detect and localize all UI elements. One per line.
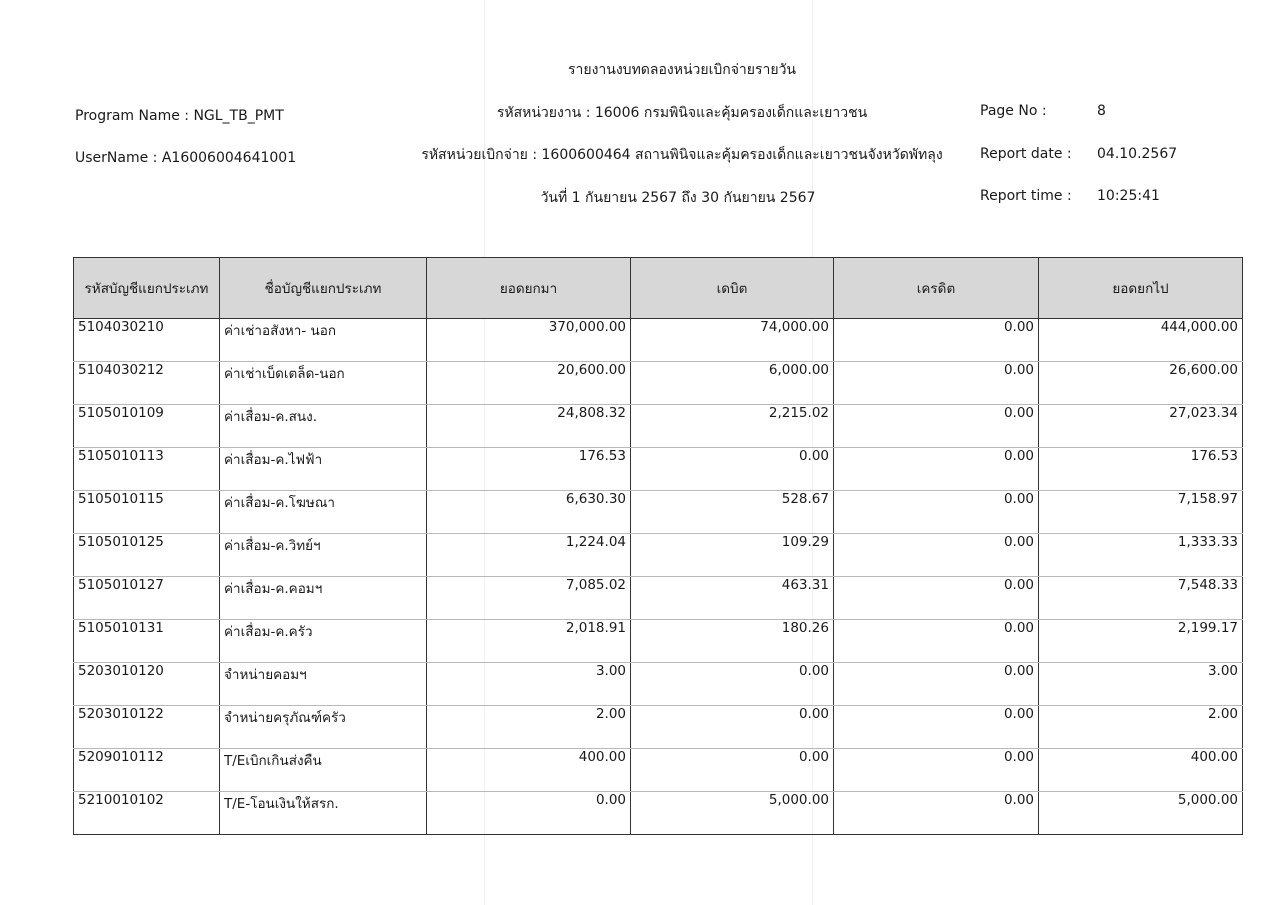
account-code-cell: 5104030210 [74, 319, 220, 362]
debit-cell: 0.00 [631, 448, 834, 491]
brought-forward-cell: 2.00 [427, 706, 631, 749]
brought-forward-cell: 176.53 [427, 448, 631, 491]
account-code-cell: 5105010131 [74, 620, 220, 663]
report-time-label: Report time : [980, 188, 1072, 204]
brought-forward-cell: 24,808.32 [427, 405, 631, 448]
credit-cell: 0.00 [834, 620, 1039, 663]
account-code-cell: 5105010125 [74, 534, 220, 577]
credit-cell: 0.00 [834, 577, 1039, 620]
col-header-account-name: ชื่อบัญชีแยกประเภท [220, 258, 427, 319]
account-code-cell: 5209010112 [74, 749, 220, 792]
carried-forward-cell: 400.00 [1039, 749, 1243, 792]
account-name-cell: ค่าเสื่อม-ค.วิทย์ฯ [220, 534, 427, 577]
credit-cell: 0.00 [834, 319, 1039, 362]
carried-forward-cell: 444,000.00 [1039, 319, 1243, 362]
debit-cell: 2,215.02 [631, 405, 834, 448]
brought-forward-cell: 370,000.00 [427, 319, 631, 362]
debit-cell: 6,000.00 [631, 362, 834, 405]
account-code-cell: 5203010120 [74, 663, 220, 706]
col-header-debit: เดบิต [631, 258, 834, 319]
carried-forward-cell: 26,600.00 [1039, 362, 1243, 405]
brought-forward-cell: 3.00 [427, 663, 631, 706]
account-name-cell: จำหน่ายครุภัณฑ์ครัว [220, 706, 427, 749]
report-title: รายงานงบทดลองหน่วยเบิกจ่ายรายวัน [567, 62, 797, 78]
carried-forward-cell: 27,023.34 [1039, 405, 1243, 448]
credit-cell: 0.00 [834, 792, 1039, 835]
table-body [74, 319, 1243, 835]
carried-forward-cell: 5,000.00 [1039, 792, 1243, 835]
account-code-cell: 5105010115 [74, 491, 220, 534]
debit-cell: 0.00 [631, 706, 834, 749]
carried-forward-cell: 1,333.33 [1039, 534, 1243, 577]
debit-cell: 0.00 [631, 749, 834, 792]
report-time-value: 10:25:41 [1097, 188, 1160, 204]
col-header-credit: เครดิต [834, 258, 1039, 319]
disbursement-unit-line: รหัสหน่วยเบิกจ่าย : 1600600464 สถานพินิจและคุ้มครองเด็กและเยาวชนจังหวัดพัทลุง [421, 147, 943, 163]
table-row [74, 534, 1243, 577]
agency-line: รหัสหน่วยงาน : 16006 กรมพินิจและคุ้มครองเด็กและเยาวชน [496, 105, 868, 121]
table-row [74, 792, 1243, 835]
brought-forward-cell: 400.00 [427, 749, 631, 792]
account-code-cell: 5210010102 [74, 792, 220, 835]
debit-cell: 109.29 [631, 534, 834, 577]
carried-forward-cell: 7,548.33 [1039, 577, 1243, 620]
page-no-value: 8 [1097, 103, 1106, 119]
carried-forward-cell: 2.00 [1039, 706, 1243, 749]
debit-cell: 74,000.00 [631, 319, 834, 362]
account-name-cell: ค่าเช่าเบ็ดเตล็ด-นอก [220, 362, 427, 405]
col-header-brought-forward: ยอดยกมา [427, 258, 631, 319]
col-header-account-code: รหัสบัญชีแยกประเภท [74, 258, 220, 319]
table-row [74, 362, 1243, 405]
account-code-cell: 5104030212 [74, 362, 220, 405]
report-date-label: Report date : [980, 146, 1072, 162]
table-row [74, 405, 1243, 448]
credit-cell: 0.00 [834, 534, 1039, 577]
page-no-label: Page No : [980, 103, 1047, 119]
account-code-cell: 5203010122 [74, 706, 220, 749]
account-name-cell: จำหน่ายคอมฯ [220, 663, 427, 706]
table-row [74, 663, 1243, 706]
program-name: Program Name : NGL_TB_PMT [75, 108, 284, 124]
account-code-cell: 5105010127 [74, 577, 220, 620]
report-date-value: 04.10.2567 [1097, 146, 1178, 162]
brought-forward-cell: 1,224.04 [427, 534, 631, 577]
report-period: วันที่ 1 กันยายน 2567 ถึง 30 กันยายน 2567 [540, 190, 816, 206]
account-name-cell: ค่าเสื่อม-ค.ครัว [220, 620, 427, 663]
debit-cell: 5,000.00 [631, 792, 834, 835]
carried-forward-cell: 2,199.17 [1039, 620, 1243, 663]
debit-cell: 0.00 [631, 663, 834, 706]
account-name-cell: T/Eเบิกเกินส่งคืน [220, 749, 427, 792]
table-header-row [74, 258, 1243, 319]
credit-cell: 0.00 [834, 706, 1039, 749]
brought-forward-cell: 6,630.30 [427, 491, 631, 534]
debit-cell: 528.67 [631, 491, 834, 534]
user-name: UserName : A16006004641001 [75, 150, 297, 166]
carried-forward-cell: 7,158.97 [1039, 491, 1243, 534]
credit-cell: 0.00 [834, 663, 1039, 706]
brought-forward-cell: 0.00 [427, 792, 631, 835]
account-name-cell: ค่าเสื่อม-ค.โฆษณา [220, 491, 427, 534]
table-row [74, 749, 1243, 792]
brought-forward-cell: 7,085.02 [427, 577, 631, 620]
carried-forward-cell: 3.00 [1039, 663, 1243, 706]
account-name-cell: T/E-โอนเงินให้สรก. [220, 792, 427, 835]
account-code-cell: 5105010109 [74, 405, 220, 448]
trial-balance-table [73, 257, 1243, 835]
account-name-cell: ค่าเช่าอสังหา- นอก [220, 319, 427, 362]
table-row [74, 577, 1243, 620]
carried-forward-cell: 176.53 [1039, 448, 1243, 491]
account-name-cell: ค่าเสื่อม-ค.คอมฯ [220, 577, 427, 620]
account-code-cell: 5105010113 [74, 448, 220, 491]
table-row [74, 319, 1243, 362]
credit-cell: 0.00 [834, 405, 1039, 448]
credit-cell: 0.00 [834, 362, 1039, 405]
table-row [74, 448, 1243, 491]
debit-cell: 180.26 [631, 620, 834, 663]
table-row [74, 706, 1243, 749]
account-name-cell: ค่าเสื่อม-ค.ไฟฟ้า [220, 448, 427, 491]
brought-forward-cell: 20,600.00 [427, 362, 631, 405]
col-header-carried-forward: ยอดยกไป [1039, 258, 1243, 319]
credit-cell: 0.00 [834, 491, 1039, 534]
brought-forward-cell: 2,018.91 [427, 620, 631, 663]
credit-cell: 0.00 [834, 749, 1039, 792]
debit-cell: 463.31 [631, 577, 834, 620]
account-name-cell: ค่าเสื่อม-ค.สนง. [220, 405, 427, 448]
table-row [74, 620, 1243, 663]
credit-cell: 0.00 [834, 448, 1039, 491]
table-row [74, 491, 1243, 534]
